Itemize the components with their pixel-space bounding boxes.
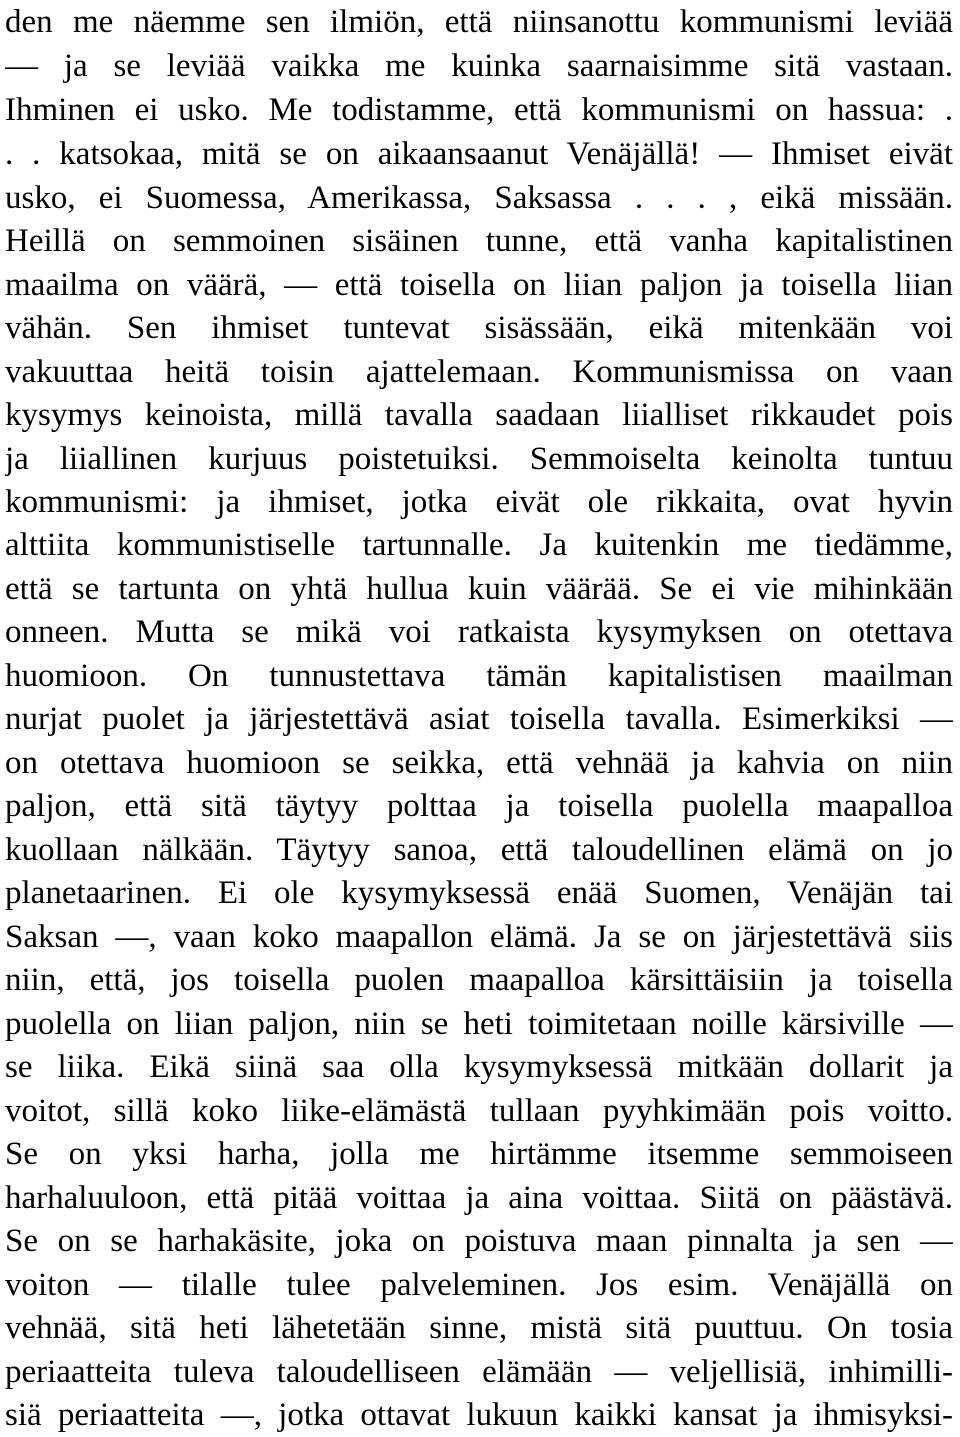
text-line: den me näemme sen ilmiön, että niinsanottu kommunismi leviää xyxy=(5,4,953,40)
text-line: siä periaatteita —, jotka ottavat lukuun kaikki kansat ja ihmisyksi- xyxy=(5,1397,953,1433)
text-line: voiton — tilalle tulee palveleminen. Jos esim. Venäjällä on xyxy=(5,1267,953,1303)
text-line: harhaluuloon, että pitää voittaa ja aina voittaa. Siitä on päästävä. xyxy=(5,1180,953,1216)
text-line: nurjat puolet ja järjestettävä asiat toisella tavalla. Esimerkiksi — xyxy=(5,701,953,737)
text-line: alttiita kommunistiselle tartunnalle. Ja kuitenkin me tiedämme, xyxy=(5,527,953,563)
text-line: kysymys keinoista, millä tavalla saadaan liialliset rikkaudet pois xyxy=(5,397,953,433)
text-line: vakuuttaa heitä toisin ajattelemaan. Kommunismissa on vaan xyxy=(5,354,953,390)
text-line: Heillä on semmoinen sisäinen tunne, että vanha kapitalistinen xyxy=(5,223,953,259)
text-line: periaatteita tuleva taloudelliseen elämään — veljellisiä, inhimilli- xyxy=(5,1354,953,1390)
text-line: Saksan —, vaan koko maapallon elämä. Ja se on järjestettävä siis xyxy=(5,919,953,955)
text-line: paljon, että sitä täytyy polttaa ja toisella puolella maapalloa xyxy=(5,788,953,824)
text-line: voitot, sillä koko liike-elämästä tullaan pyyhkimään pois voitto. xyxy=(5,1093,953,1129)
text-line: vehnää, sitä heti lähetetään sinne, mistä sitä puuttuu. On tosia xyxy=(5,1310,953,1346)
text-line: se liika. Eikä siinä saa olla kysymyksessä mitkään dollarit ja xyxy=(5,1049,953,1085)
text-line: Ihminen ei usko. Me todistamme, että kommunismi on hassua: . xyxy=(5,92,953,128)
text-line: huomioon. On tunnustettava tämän kapitalistisen maailman xyxy=(5,658,953,694)
text-line: planetaarinen. Ei ole kysymyksessä enää Suomen, Venäjän tai xyxy=(5,875,953,911)
text-line: ja liiallinen kurjuus poistetuiksi. Semmoiselta keinolta tuntuu xyxy=(5,441,953,477)
text-line: onneen. Mutta se mikä voi ratkaista kysymyksen on otettava xyxy=(5,614,953,650)
text-line: Se on se harhakäsite, joka on poistuva maan pinnalta ja sen — xyxy=(5,1223,953,1259)
text-line: maailma on väärä, — että toisella on liian paljon ja toisella liian xyxy=(5,267,953,303)
text-line: Se on yksi harha, jolla me hirtämme itsemme semmoiseen xyxy=(5,1136,953,1172)
text-line: puolella on liian paljon, niin se heti toimitetaan noille kärsiville — xyxy=(5,1006,953,1042)
text-line: kommunismi: ja ihmiset, jotka eivät ole rikkaita, ovat hyvin xyxy=(5,484,953,520)
text-line: kuollaan nälkään. Täytyy sanoa, että taloudellinen elämä on jo xyxy=(5,832,953,868)
text-line: . . katsokaa, mitä se on aikaansaanut Venäjällä! — Ihmiset eivät xyxy=(5,136,953,172)
text-line: — ja se leviää vaikka me kuinka saarnaisimme sitä vastaan. xyxy=(5,48,953,84)
text-line: on otettava huomioon se seikka, että vehnää ja kahvia on niin xyxy=(5,745,953,781)
text-line: vähän. Sen ihmiset tuntevat sisässään, eikä mitenkään voi xyxy=(5,310,953,346)
text-line: että se tartunta on yhtä hullua kuin väärää. Se ei vie mihinkään xyxy=(5,571,953,607)
text-line: usko, ei Suomessa, Amerikassa, Saksassa . . . , eikä missään. xyxy=(5,180,953,216)
text-line: niin, että, jos toisella puolen maapalloa kärsittäisiin ja toisella xyxy=(5,962,953,998)
